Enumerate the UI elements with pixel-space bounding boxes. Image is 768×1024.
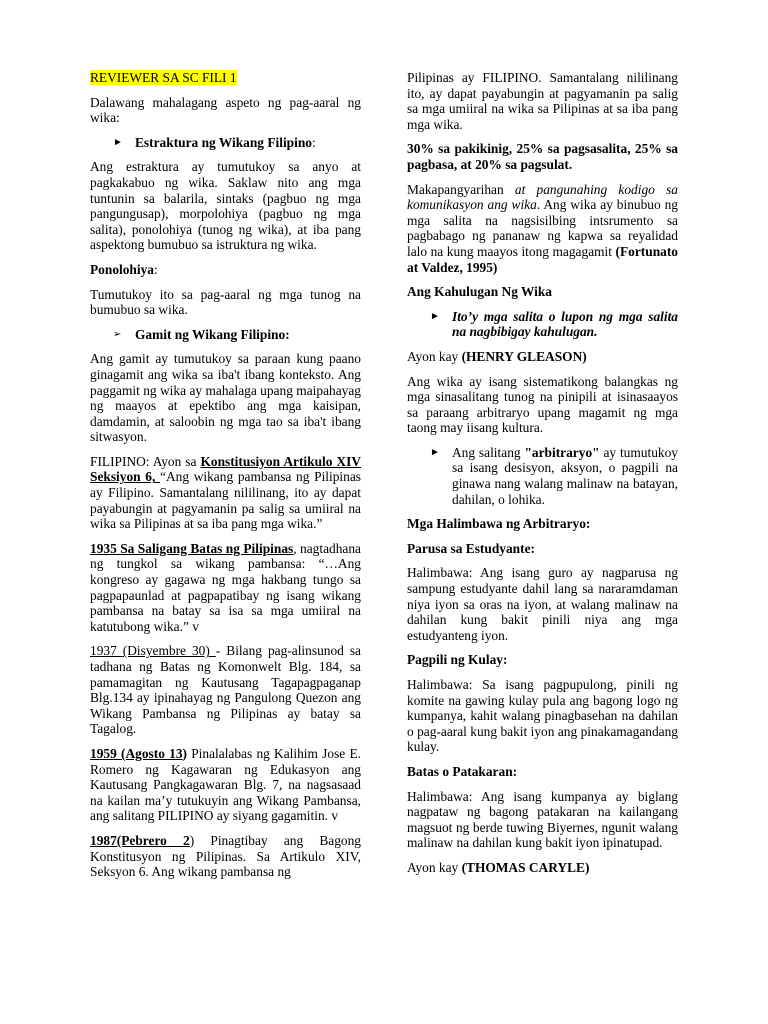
gleason-prefix: Ayon kay [407,348,462,364]
y1959-close-paren: ) [182,745,187,761]
gleason-line [407,349,678,365]
gleason-name: (HENRY GLEASON) [461,348,587,364]
y1987-paragraph [90,833,361,880]
y1959-heading: 1959 (Agosto 13 [90,745,183,761]
arb-body: ay tumutukoy sa isang desisyon, aksyon, o pagpili na ginawa nang walang malinaw na batayan, dahilan, o lohika. [452,444,678,507]
halimbawa-heading: Mga Halimbawa ng Arbitraryo: [407,516,591,532]
batas-heading: Batas o Patakaran: [407,763,518,779]
ponolohiya-paragraph: Tumutukoy ito sa pag-aaral ng mga tunog na bumubuo sa wika. [90,286,361,318]
bullet-kahulugan [430,308,678,340]
filipino-prefix: FILIPINO: Ayon sa [90,453,201,469]
y1935-paragraph [90,541,361,635]
makapangyarihan-paragraph [407,182,678,276]
triangle-bullet-icon: ► [430,310,440,322]
y1959-body: Pinalalabas ng Kalihim Jose E. Romero ng Kagawaran ng Edukasyon ang Kautusang Pangkagawaran Blg. 7, na nagsasaad na kailan ma’y tutukuyin ang Wikang Pambansa, ang salitang PILIPINO ay siyang gagamitin. v [90,745,361,824]
mak-citation: (Fortunato at Valdez, 1995) [407,243,678,275]
continuation-paragraph: Pilipinas ay FILIPINO. Samantalang nililinang ito, ay dapat payabungin at pagyamanin pa salig sa mga umiiral na wika sa Pilipinas at sa iba pang mga wika. [407,70,678,132]
y1987-body: ) Pinagtibay ang Bagong Konstitusyon ng Pilipinas. Sa Artikulo XIV, Seksyon 6. Ang wikang pambansa ng [90,832,361,880]
kahulugan-bullet-text: Ito’y mga salita o lupon ng mga salita na nagbibigay kahulugan. [452,308,678,340]
konstitusyon-reference: Konstitusiyon Artikulo XIV Seksiyon 6, [90,453,361,485]
intro-paragraph: Dalawang mahalagang aspeto ng pag-aaral ng wika: [90,94,361,126]
left-column [90,70,361,889]
gleason-paragraph: Ang wika ay isang sistematikong balangkas ng mga sinasalitang tunog na pinipili at isinasaayos sa paraang arbitraryo upang magamit ng mga taong may iisang kultura. [407,373,678,436]
caryle-name: (THOMAS CARYLE) [461,859,590,875]
mak-italic: at pangunahing kodigo sa komunikasyon ang wika [407,181,678,213]
arb-prefix: Ang salitang [452,444,525,460]
filipino-quote: “Ang wikang pambansa ng Pilipinas ay Filipino. Samantalang nililinang, ito ay dapat payabungin at pagyamanin pa salig sa umiiral na wika sa Pilipinas at sa iba pang mga wika.” [90,469,361,532]
title-highlight: REVIEWER SA SC FILI 1 [90,70,237,85]
y1937-body: - Bilang pag-alinsunod sa tadhana ng Batas ng Komonwelt Blg. 184, sa pamamagitan ng Kautusang Tagapagpaganap Blg.134 ay ipinahayag ng Pangulong Quezon ang Wikang Pambansa ng Pilipinas ay batay sa Tagalog. [90,643,361,737]
bullet-estraktura [113,134,361,151]
ponolohiya-heading [90,262,361,278]
ponolohiya-label: Ponolohiya [90,261,154,277]
ponolohiya-colon: : [154,261,158,277]
kulay-heading: Pagpili ng Kulay: [407,652,508,668]
estraktura-colon: : [311,134,316,150]
percent-paragraph: 30% sa pakikinig, 25% sa pagsasalita, 25% sa pagbasa, at 20% sa pagsulat. [407,141,678,172]
kulay-paragraph: Halimbawa: Sa isang pagpupulong, pinili ng komite na gawing kulay pula ang bagong logo ng kumpanya, kahit walang pinagbasehan na dahilan o pag-aaral kung bakit iyon ang pinakamagandang kulay. [407,677,678,755]
caryle-prefix: Ayon kay [407,859,462,875]
filipino-paragraph [90,454,361,532]
arb-word: "arbitraryo" [524,444,600,460]
y1937-paragraph [90,643,361,737]
kahulugan-heading: Ang Kahulugan Ng Wika [407,284,553,300]
document-title [90,70,361,86]
estraktura-paragraph: Ang estraktura ay tumutukoy sa anyo at pagkakabuo ng wika. Saklaw nito ang mga tuntunin sa balarila, sintaks (pagbuo ng mga pangungusap), morpolohiya (pagbuo ng mga salita), ponolohiya (tunog ng wika), at iba pang aspektong bumubuo sa istruktura ng wika. [90,159,361,253]
y1935-heading: 1935 Sa Saligang Batas ng Pilipinas [90,540,294,556]
caryle-line [407,860,678,876]
mak-body: . Ang wika ay binubuo ng mga salita na nagsisilbing intsrumento sa pagbabago ng pananaw ng kapwa sa reyalidad lalo na kung maayos itong magagamit [407,197,678,259]
y1987-heading: 1987(Pebrero 2 [90,832,190,848]
y1959-paragraph [90,746,361,824]
gamit-paragraph: Ang gamit ay tumutukoy sa paraan kung paano ginagamit ang wika sa iba't ibang konteksto. Ang paggamit ng wika ay mahalaga upang maipahayag ng maayos at epektibo ang mga kaisipan, damdamin, at saloobin ng mga tao sa iba't ibang sitwasyon. [90,351,361,445]
bullet-arbitraryo [430,444,678,507]
triangle-bullet-icon: ► [113,136,123,148]
right-column [407,70,678,885]
y1935-body: , nagtadhana ng tungkol sa wikang pambansa: “…Ang kongreso ay gagawa ng mga hakbang tungo sa pagpapaunlad at pagpapatibay ng isang wikang pambansa na batay sa isa sa mga umiiral na katutubong wika.” v [90,540,361,634]
parusa-heading: Parusa sa Estudyante: [407,540,535,556]
batas-paragraph: Halimbawa: Ang isang kumpanya ay biglang nagpataw ng bagong patakaran na kailangang magsuot ng berde tuwing Biyernes, ngunit walang malinaw na dahilan kung bakit iyon ipinatupad. [407,788,678,851]
bullet-gamit [113,326,361,343]
parusa-paragraph: Halimbawa: Ang isang guro ay nagparusa ng sampung estudyante dahil lang sa nararamdaman niya iyon sa oras na iyon, at walang malinaw na dahilan kung bakit pinili niya ang mga estudyanteng iyon. [407,565,678,643]
arrow-bullet-icon: ➢ [113,328,122,340]
mak-prefix: Makapangyarihan [407,181,515,197]
y1937-heading: 1937 (Disyembre 30) [90,643,216,659]
estraktura-label: Estraktura ng Wikang Filipino [135,134,312,150]
gamit-label: Gamit ng Wikang Filipino: [135,326,290,342]
triangle-bullet-icon: ► [430,446,440,458]
